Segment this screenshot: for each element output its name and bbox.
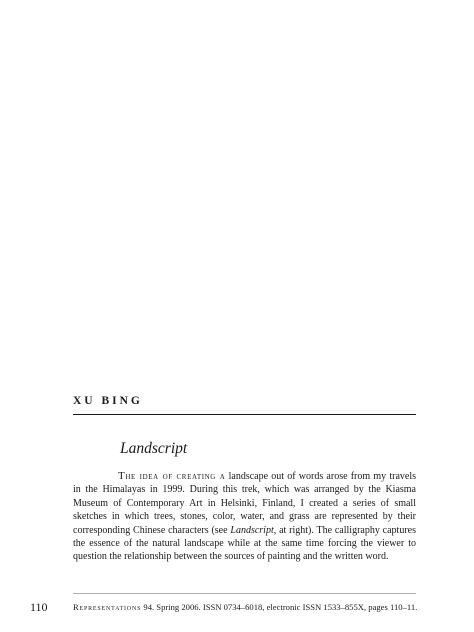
- article-body: [73, 470, 416, 564]
- journal-citation: [73, 602, 417, 612]
- lead-in-rest: he idea of creating a: [125, 471, 226, 482]
- body-text-part-2: , at right). The calligraphy captures the essence of the natural landscape while at the same time forcing the viewer to question the relationship between the sources of painting and the written word.: [73, 524, 416, 563]
- citation-details: 94. Spring 2006. ISSN 0734–6018, electronic ISSN 1533–855X, pages 110–11.: [141, 602, 418, 612]
- artwork-title-italic: Landscript: [230, 524, 274, 536]
- lead-in-first-letter: T: [118, 470, 126, 482]
- author-name: XU BING: [73, 395, 143, 407]
- article-title: Landscript: [120, 440, 188, 457]
- body-text-part-1: landscape out of words arose from my travels in the Himalayas in 1999. During this trek, which was arranged by the Kiasma Museum of Contemporary Art in Helsinki, Finland, I created a series of small sketches in which trees, stones, color, water, and grass are represented by their corresponding Chinese characters (see: [73, 471, 417, 536]
- footer-rule: [73, 593, 416, 594]
- journal-name: Representations: [73, 602, 142, 612]
- header-rule: [73, 414, 416, 415]
- page-number: 110: [30, 600, 48, 614]
- lead-in: [118, 471, 225, 482]
